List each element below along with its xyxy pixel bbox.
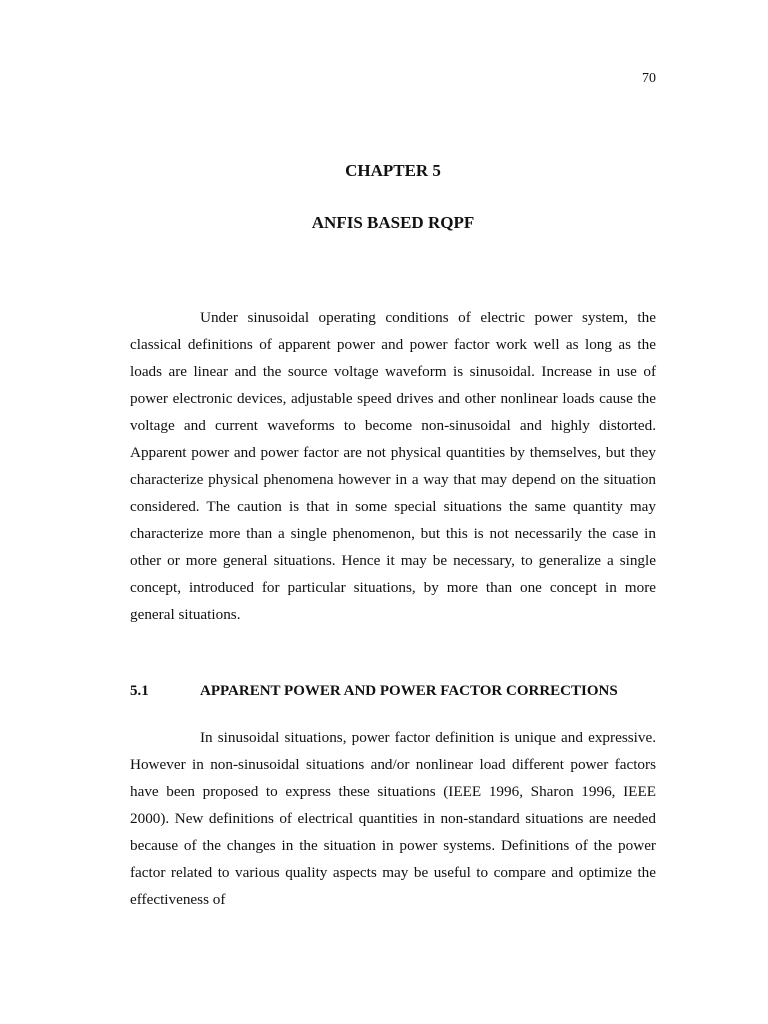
- body-paragraph-1: Under sinusoidal operating conditions of electric power system, the classical definitions of apparent power and power factor work well as long as the loads are linear and the source voltage waveform is sinusoidal. Increase in use of power electronic devices, adjustable speed drives and other nonlinear loads cause the voltage and current waveforms to become non-sinusoidal and highly distorted. Apparent power and power factor are not physical quantities by themselves, but they characterize physical phenomena however in a way that may depend on the situation considered. The caution is that in some special situations the same quantity may characterize more than a single phenomenon, but this is not necessarily the case in other or more general situations. Hence it may be necessary, to generalize a single concept, introduced for particular situations, by more than one concept in more general situations.: [130, 309, 656, 623]
- section-title: APPARENT POWER AND POWER FACTOR CORRECTIONS: [200, 683, 618, 699]
- section-number: 5.1: [130, 683, 149, 699]
- page-number: 70: [642, 71, 656, 86]
- body-paragraph-2: In sinusoidal situations, power factor definition is unique and expressive. However in non-sinusoidal situations and/or nonlinear load different power factors have been proposed to express these situations (IEEE 1996, Sharon 1996, IEEE 2000). New definitions of electrical quantities in non-standard situations are needed because of the changes in the situation in power systems. Definitions of the power factor related to various quality aspects may be useful to compare and optimize the effectiveness of: [130, 729, 656, 908]
- chapter-label: CHAPTER 5: [345, 161, 441, 180]
- section-heading: [130, 681, 658, 701]
- chapter-title: ANFIS BASED RQPF: [311, 213, 475, 232]
